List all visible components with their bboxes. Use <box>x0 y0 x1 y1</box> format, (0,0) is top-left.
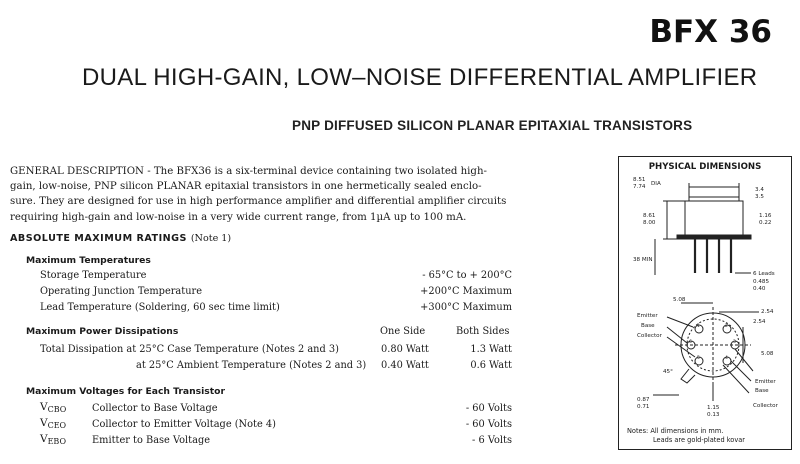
dim-label: 3.4 <box>755 187 764 193</box>
dim-label: 5.08 <box>761 351 774 357</box>
symbol-letter: V <box>40 401 48 413</box>
pin-number: 1 <box>697 324 700 329</box>
dim-label: 3.5 <box>755 194 764 200</box>
dim-label: DIA <box>651 181 661 187</box>
description-line: sure. They are designed for use in high performance amplifier and differential amplifier circuits <box>10 196 507 208</box>
symbol-sub: EBO <box>47 437 67 446</box>
dim-label: 0.71 <box>637 404 650 410</box>
dim-label: 8.00 <box>643 220 656 226</box>
notes-line: Notes: All dimensions in mm. <box>627 427 724 435</box>
dim-label: 0.40 <box>753 286 766 292</box>
pin-number: 6 <box>689 340 692 345</box>
temp-label-lead: Lead Temperature (Soldering, 60 sec time limit) <box>40 302 280 313</box>
power-col-one-side: One Side <box>380 326 426 337</box>
voltage-label-ebo: Emitter to Base Voltage <box>92 435 211 446</box>
notes-line: Leads are gold-plated kovar <box>653 435 745 444</box>
description-line: gain, low-noise, PNP silicon PLANAR epitaxial transistors in one hermetically sealed enclo- <box>10 181 482 193</box>
temp-value-storage: - 65°C to + 200°C <box>422 270 512 281</box>
pin-number: 5 <box>697 356 700 361</box>
can-body <box>685 201 743 235</box>
dim-label: 8.51 <box>633 177 646 183</box>
dim-label: 0.22 <box>759 220 772 226</box>
power-col-both-sides: Both Sides <box>456 326 510 337</box>
orientation-tab <box>681 369 695 383</box>
voltage-label-ceo: Collector to Emitter Voltage (Note 4) <box>92 419 276 430</box>
can-flange <box>677 235 751 239</box>
package-drawing <box>619 157 791 449</box>
part-number: BFX 36 <box>649 14 772 50</box>
power-both-case: 1.3 Watt <box>470 344 512 355</box>
pin-label-collector: Collector <box>637 333 662 339</box>
dim-label: 7.74 <box>633 184 646 190</box>
dim-label: 0.13 <box>707 412 720 418</box>
dim-label: 2.54 <box>761 309 774 315</box>
voltage-value-cbo: - 60 Volts <box>465 403 512 414</box>
physical-dimensions-box <box>618 156 792 450</box>
document-title: DUAL HIGH-GAIN, LOW–NOISE DIFFERENTIAL AMPLIFIER <box>82 64 758 91</box>
dimensions-title: PHYSICAL DIMENSIONS <box>648 162 762 172</box>
dim-label: 1.15 <box>707 405 720 411</box>
voltage-label-cbo: Collector to Base Voltage <box>92 403 218 414</box>
dimensions-notes <box>627 427 745 444</box>
dim-label: 38 MIN <box>633 257 653 263</box>
can-lid <box>689 197 739 201</box>
power-one-case: 0.80 Watt <box>381 344 429 355</box>
power-label-case: Total Dissipation at 25°C Case Temperature (Notes 2 and 3) <box>40 344 339 355</box>
power-label-ambient: at 25°C Ambient Temperature (Notes 2 and 3) <box>136 360 367 371</box>
voltage-value-ceo: - 60 Volts <box>465 419 512 430</box>
power-one-ambient: 0.40 Watt <box>381 360 429 371</box>
temp-value-junction: +200°C Maximum <box>420 286 512 297</box>
symbol-sub: CBO <box>47 405 67 414</box>
symbol-letter: V <box>40 417 48 429</box>
pin-label-base: Base <box>755 388 769 394</box>
pin-label-base: Base <box>641 323 655 329</box>
temperatures-heading: Maximum Temperatures <box>26 255 151 266</box>
ratings-heading <box>10 233 231 244</box>
document-subtitle: PNP DIFFUSED SILICON PLANAR EPITAXIAL TRANSISTORS <box>292 118 693 133</box>
power-both-ambient: 0.6 Watt <box>470 360 512 371</box>
description-line: GENERAL DESCRIPTION - The BFX36 is a six-terminal device containing two isolated high- <box>10 166 487 177</box>
dim-label: 6 Leads <box>753 271 775 277</box>
angle-label: 45° <box>663 369 673 375</box>
dim-label: 0.87 <box>637 397 650 403</box>
voltage-value-ebo: - 6 Volts <box>472 435 512 446</box>
pin-number: 3 <box>733 340 736 345</box>
description-line: requiring high-gain and low-noise in a very wide current range, from 1µA up to 100 mA. <box>10 211 467 223</box>
dim-label: 8.61 <box>643 213 656 219</box>
temp-value-lead: +300°C Maximum <box>420 302 512 313</box>
symbol-vebo <box>40 433 66 446</box>
pin-label-emitter: Emitter <box>755 379 776 385</box>
dim-label: 5.08 <box>673 297 686 303</box>
dim-label: 1.16 <box>759 213 772 219</box>
symbol-letter: V <box>40 433 48 445</box>
temp-label-junction: Operating Junction Temperature <box>40 286 202 297</box>
power-heading: Maximum Power Dissipations <box>26 326 179 337</box>
ratings-heading-note: (Note 1) <box>190 233 232 244</box>
voltages-heading: Maximum Voltages for Each Transistor <box>26 386 225 397</box>
dim-label: 0.485 <box>753 279 770 285</box>
temp-label-storage: Storage Temperature <box>40 270 147 281</box>
pin-number: 2 <box>725 324 728 329</box>
symbol-sub: CEO <box>47 421 67 430</box>
symbol-vceo <box>40 417 66 430</box>
pin-number: 4 <box>725 356 728 361</box>
symbol-vcbo <box>40 401 66 414</box>
ratings-heading-text: ABSOLUTE MAXIMUM RATINGS <box>10 233 187 244</box>
dim-label: 2.54 <box>753 319 766 325</box>
general-description <box>10 164 515 225</box>
pin-label-emitter: Emitter <box>637 313 658 319</box>
pin-label-collector: Collector <box>753 403 778 409</box>
